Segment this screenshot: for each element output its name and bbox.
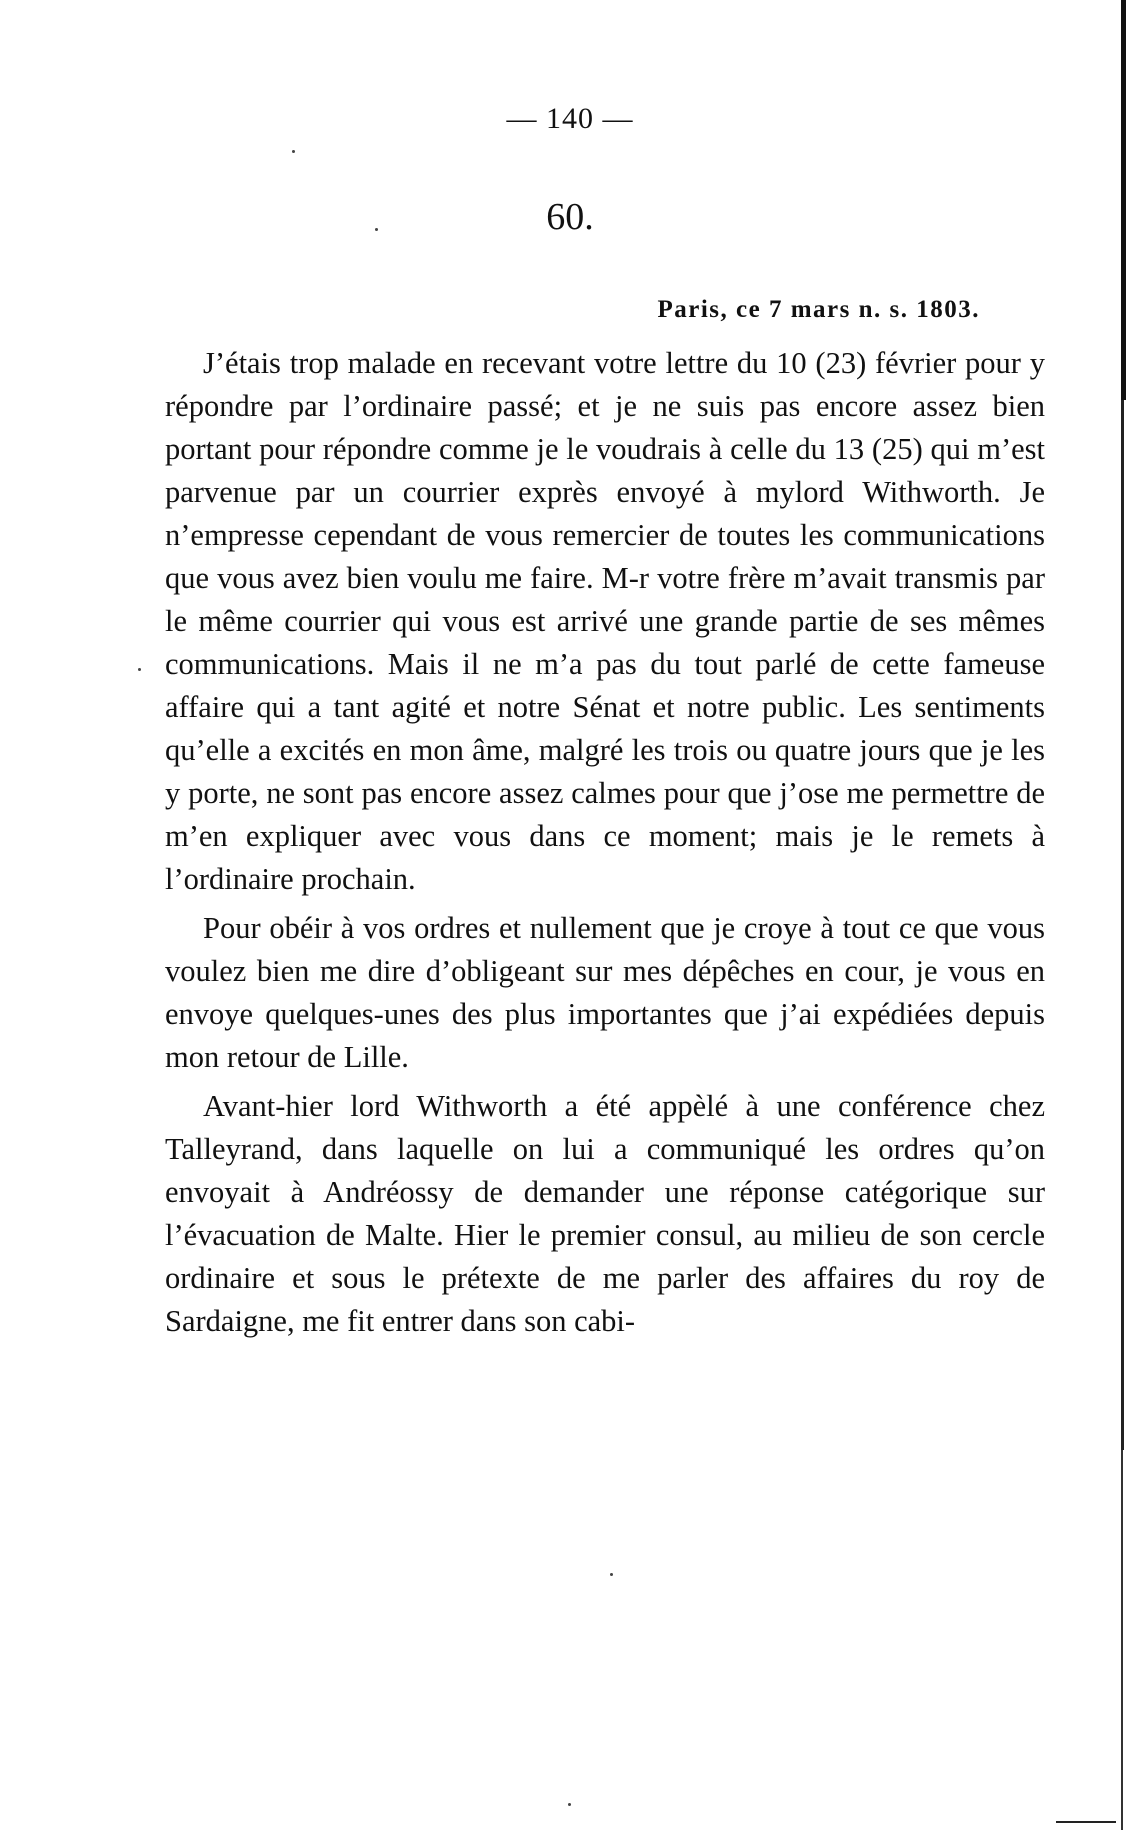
binding-edge-shadow-lower xyxy=(1121,1450,1123,1830)
scan-speck xyxy=(568,1803,571,1806)
paragraph: Pour obéir à vos ordres et nullement que je croye à tout ce que vous voulez bien me dire d’obligeant sur mes dépêches en cour, je vous en envoye quelques-unes des plus importantes que j’ai expédiées depuis mon retour de Lille. xyxy=(165,911,1045,1074)
letter-number: 60. xyxy=(546,196,594,238)
binding-edge-shadow-middle xyxy=(1121,400,1124,1450)
paragraph: J’étais trop malade en recevant votre lettre du 10 (23) février pour y répondre par l’ordinaire passé; et je ne suis pas encore assez bien portant pour répondre comme je le voudrais à celle du 13 (25) qui m’est parvenue par un courrier exprès envoyé à mylord Withworth. Je n’empresse cependant de vous remercier de toutes les communications que vous avez bien voulu me faire. M-r votre frère m’avait transmis par le même courrier qui vous est arrivé une grande partie de ses mêmes communications. Mais il ne m’a pas du tout parlé de cette fameuse affaire qui a tant agité et notre Sénat et notre public. Les sentiments qu’elle a excités en mon âme, malgré les trois ou quatre jours que je les y porte, ne sont pas encore assez calmes pour que j’ose me permettre de m’en expliquer avec vous dans ce moment; mais je le remets à l’ordinaire prochain. xyxy=(165,346,1045,896)
letter-dateline: Paris, ce 7 mars n. s. 1803. xyxy=(657,296,980,323)
page-number: — 140 — xyxy=(506,102,634,135)
scan-speck xyxy=(138,668,141,671)
bottom-scan-mark xyxy=(1056,1821,1116,1823)
letter-body xyxy=(165,342,1045,1343)
paragraph: Avant-hier lord Withworth a été appèlé à une conférence chez Talleyrand, dans laquelle on lui a communiqué les ordres qu’on envoyait à Andréossy de demander une réponse catégorique sur l’évacuation de Malte. Hier le premier consul, au milieu de son cercle ordinaire et sous le prétexte de me parler des affaires du roy de Sardaigne, me fit entrer dans son cabi- xyxy=(165,1089,1045,1338)
scan-speck xyxy=(610,1573,613,1576)
scan-speck xyxy=(292,150,295,153)
